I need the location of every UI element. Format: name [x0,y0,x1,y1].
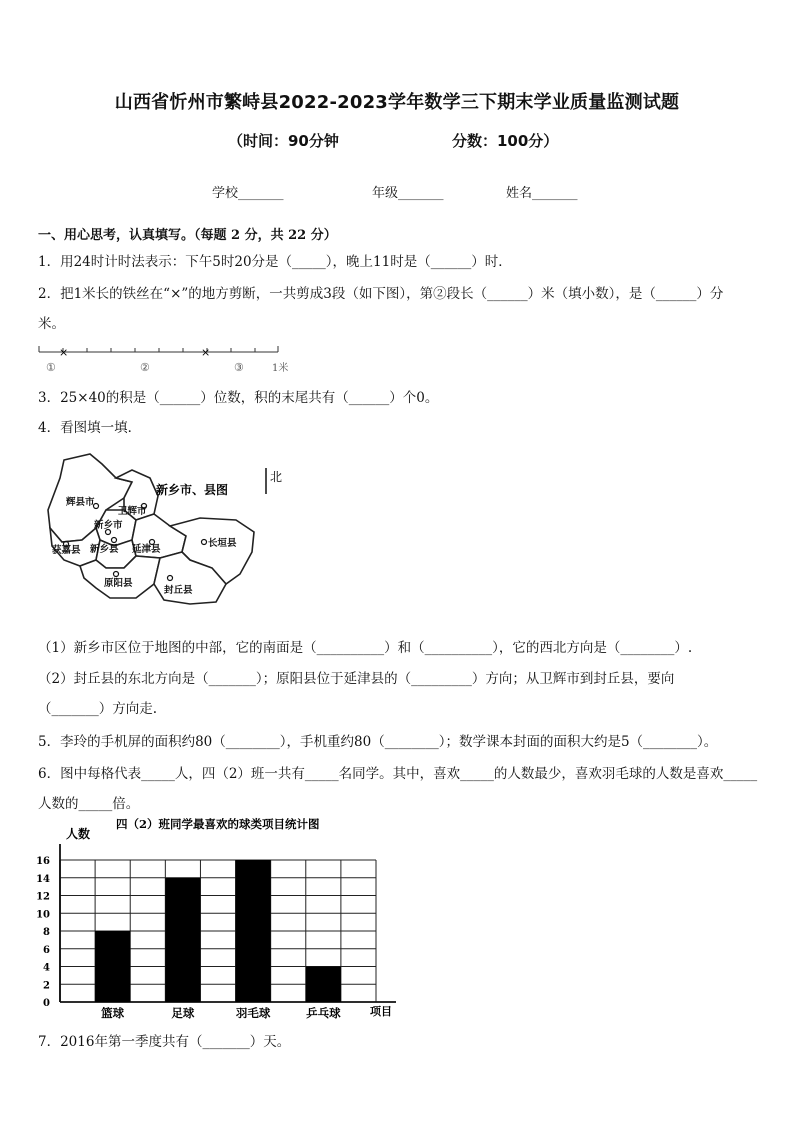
bar-2 [236,860,271,1002]
x-tick-label: 足球 [171,1006,195,1020]
y-tick-label: 8 [43,927,50,938]
page-title: 山西省忻州市繁峙县2022-2023学年数学三下期末学业质量监测试题 [114,92,680,113]
bar-3 [306,967,341,1003]
ruler-figure [36,342,296,376]
chart-xlabel: 项目 [370,1005,392,1018]
y-tick-label: 16 [36,856,50,867]
place-fengqiu: 封丘县 [164,585,193,596]
y-tick-label: 0 [43,998,50,1009]
question-2: 2．把1米长的铁丝在“×”的地方剪断，一共剪成3段（如下图），第②段长（______）米（填小数），是（______）分 [38,286,724,302]
cut-mark-2: × [201,346,211,359]
place-huojia: 获嘉县 [52,545,81,556]
question-4-2-cont: （_______）方向走. [38,701,158,717]
x-tick-label: 羽毛球 [235,1006,271,1020]
chart-xticks [101,1006,341,1020]
question-5: 5．李玲的手机屏的面积约80（________），手机重约80（________）；数学课本封面的面积大约是5（________）。 [38,734,718,750]
question-4-1: （1）新乡市区位于地图的中部，它的南面是（__________）和（__________），它的西北方向是（________）. [38,640,693,656]
chart-yticks [36,856,50,1009]
school-field[interactable]: 学校_______ [212,186,284,201]
name-field[interactable]: 姓名_______ [506,186,578,201]
place-yanjin: 延津县 [132,544,161,555]
map-figure [40,448,300,608]
y-tick-label: 10 [36,909,50,921]
map-title: 新乡市、县图 [156,483,229,497]
cut-mark-1: × [59,346,69,359]
x-tick-label: 篮球 [101,1006,125,1020]
exam-score: 分数：100分） [452,132,559,150]
y-tick-label: 14 [36,873,50,885]
y-tick-label: 4 [43,962,50,974]
bar-0 [95,931,130,1002]
question-6: 6．图中每格代表_____人，四（2）班一共有_____名同学。其中，喜欢_____的人数最少，喜欢羽毛球的人数是喜欢_____ [38,766,758,782]
question-7: 7．2016年第一季度共有（_______）天。 [38,1034,291,1050]
question-6-cont: 人数的_____倍。 [38,796,140,812]
place-huixian: 辉县市 [66,497,95,508]
chart-title: 四（2）班同学最喜欢的球类项目统计图 [116,817,320,831]
north-label: 北 [270,470,283,484]
question-3: 3．25×40的积是（______）位数，积的末尾共有（______）个0。 [38,390,439,406]
y-tick-label: 6 [43,944,50,956]
section-heading: 一、用心思考，认真填写。（每题 2 分，共 22 分） [38,228,337,243]
exam-time: （时间：90分钟 [228,132,339,150]
question-4-2: （2）封丘县的东北方向是（_______）；原阳县位于延津县的（_________）方向；从卫辉市到封丘县，要向 [38,671,675,687]
segment-label-3: ③ [234,361,244,374]
place-changyuan: 长垣县 [208,538,237,549]
chart-ylabel: 人数 [66,827,91,841]
question-1: 1．用24时计时法表示：下午5时20分是（_____），晚上11时是（______）时． [38,254,512,270]
question-4: 4．看图填一填． [38,420,142,436]
question-2-cont: 米。 [38,316,65,332]
bar-1 [165,878,200,1002]
bar-chart [36,812,406,1024]
ruler-end-label: 1米 [272,363,289,374]
grade-field[interactable]: 年级_______ [372,186,444,201]
y-tick-label: 12 [36,891,50,903]
segment-label-1: ① [46,361,56,374]
x-tick-label: 乒乓球 [306,1006,341,1020]
place-xinxiang-city: 新乡市 [94,520,123,531]
place-weihui: 卫辉市 [118,506,147,517]
y-tick-label: 2 [43,980,50,992]
place-yuanyang: 原阳县 [104,578,133,589]
segment-label-2: ② [140,361,150,374]
place-xinxiang-county: 新乡县 [90,544,119,555]
